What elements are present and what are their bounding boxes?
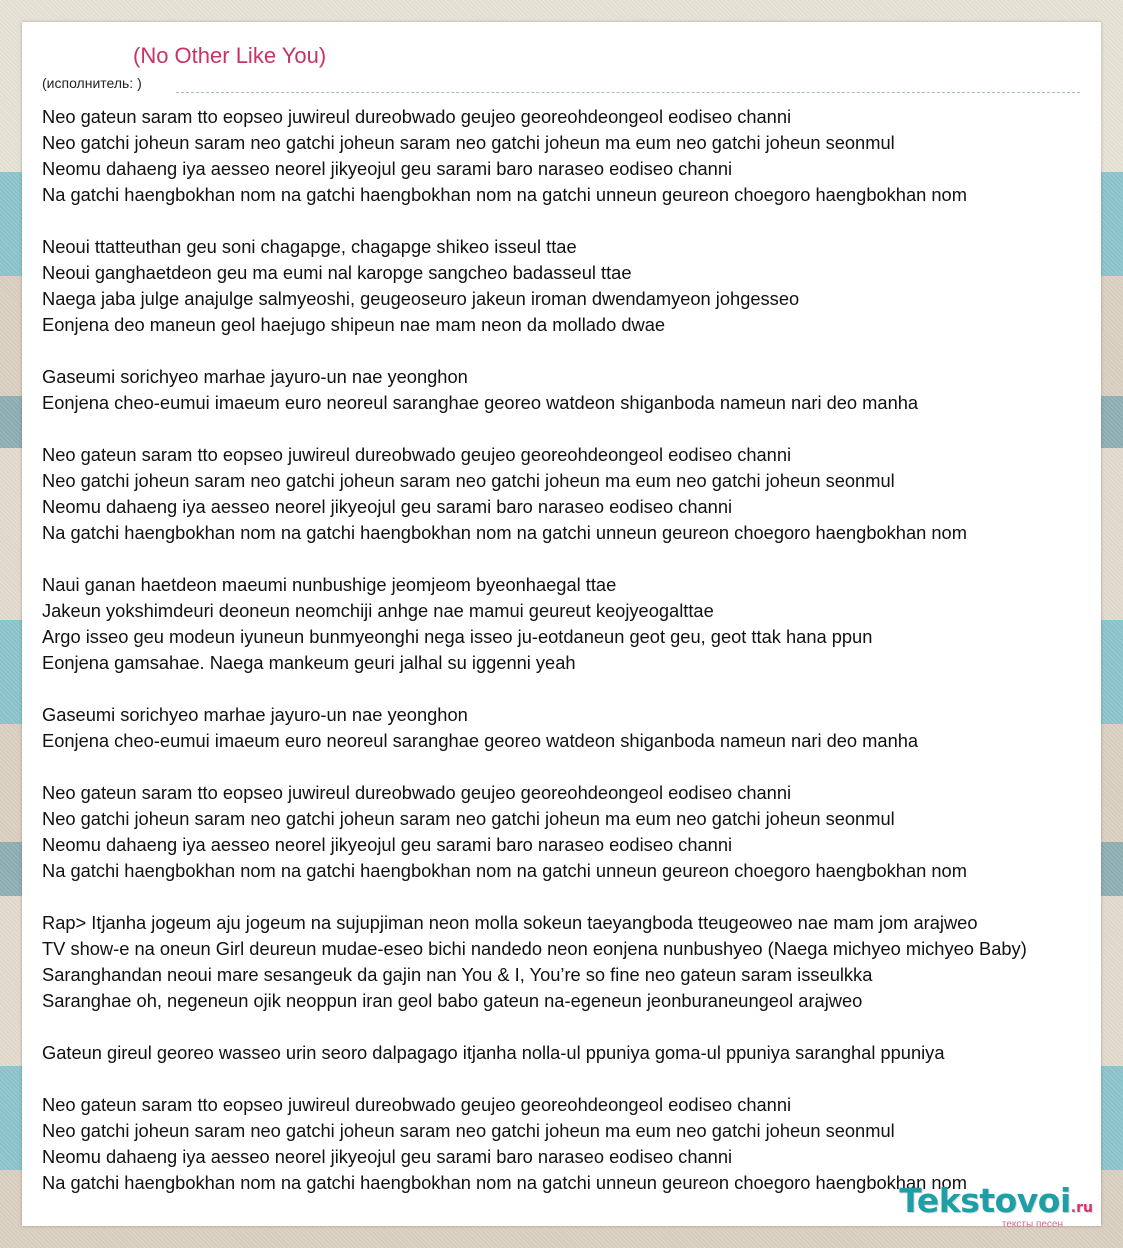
lyric-line: Neoui ganghaetdeon geu ma eumi nal karopge sangcheo badasseul ttae [42,262,632,283]
stanza-break [42,1014,1120,1040]
lyric-line: Saranghandan neoui mare sesangeuk da gajin nan You & I, You’re so fine neo gateun saram isseulkka [42,964,873,985]
lyric-line: Neo gatchi joheun saram neo gatchi joheun saram neo gatchi joheun ma eum neo gatchi joheun seonmul [42,132,895,153]
lyric-line: Neo gatchi joheun saram neo gatchi joheun saram neo gatchi joheun ma eum neo gatchi joheun seonmul [42,1120,895,1141]
stanza-break [42,416,1120,442]
stanza-break [42,676,1120,702]
lyric-line: Na gatchi haengbokhan nom na gatchi haengbokhan nom na gatchi unneun geureon choegoro haengbokhan nom [42,522,967,543]
lyric-line: Eonjena cheo-eumui imaeum euro neoreul saranghae georeo watdeon shiganboda nameun nari deo manha [42,392,919,413]
stanza-break [42,338,1120,364]
site-logo[interactable] [899,1181,1093,1230]
lyric-line: Gateun gireul georeo wasseo urin seoro dalpagago itjanha nolla-ul ppuniya goma-ul ppuniya saranghal ppuniya [42,1042,945,1063]
lyric-line: Neomu dahaeng iya aesseo neorel jikyeojul geu sarami baro naraseo eodiseo channi [42,834,733,855]
logo-name: Tekstovoi [899,1181,1071,1220]
lyric-line: Argo isseo geu modeun iyuneun bunmyeonghi nega isseo ju-eotdaneun geot geu, geot ttak hana ppun [42,626,873,647]
lyric-line: Neomu dahaeng iya aesseo neorel jikyeojul geu sarami baro naraseo eodiseo channi [42,1146,733,1167]
lyric-line: Gaseumi sorichyeo marhae jayuro-un nae yeonghon [42,704,468,725]
lyric-line: Neo gateun saram tto eopseo juwireul dureobwado geujeo georeohdeongeol eodiseo channi [42,106,792,127]
lyric-line: Naui ganan haetdeon maeumi nunbushige jeomjeom byeonhaegal ttae [42,574,617,595]
stanza-break [42,546,1120,572]
lyric-line: TV show-e na oneun Girl deureun mudae-eseo bichi nandedo neon eonjena nunbushyeo (Naega michyeo michyeo Baby) [42,938,1027,959]
lyric-line: Na gatchi haengbokhan nom na gatchi haengbokhan nom na gatchi unneun geureon choegoro haengbokhan nom [42,184,967,205]
song-title: (No Other Like You) [133,43,327,68]
stanza-break [42,208,1120,234]
lyric-line: Naega jaba julge anajulge salmyeoshi, geugeoseuro jakeun iroman dwendamyeon johgesseo [42,288,800,309]
lyric-line: Neomu dahaeng iya aesseo neorel jikyeojul geu sarami baro naraseo eodiseo channi [42,158,733,179]
lyric-line: Neo gatchi joheun saram neo gatchi joheun saram neo gatchi joheun ma eum neo gatchi joheun seonmul [42,808,895,829]
logo-tld: .ru [1070,1200,1093,1216]
logo-wordmark [899,1181,1093,1225]
lyric-line: Saranghae oh, negeneun ojik neoppun iran geol babo gateun na-egeneun jeonburaneungeol arajweo [42,990,863,1011]
lyric-line: Neoui ttatteuthan geu soni chagapge, chagapge shikeo isseul ttae [42,236,577,257]
lyric-line: Neomu dahaeng iya aesseo neorel jikyeojul geu sarami baro naraseo eodiseo channi [42,496,733,517]
lyric-line: Na gatchi haengbokhan nom na gatchi haengbokhan nom na gatchi unneun geureon choegoro haengbokhan nom [42,1172,967,1193]
lyric-line: Neo gateun saram tto eopseo juwireul dureobwado geujeo georeohdeongeol eodiseo channi [42,444,792,465]
lyrics-body [42,104,1120,1196]
lyric-line: Neo gatchi joheun saram neo gatchi joheun saram neo gatchi joheun ma eum neo gatchi joheun seonmul [42,470,895,491]
lyric-line: Gaseumi sorichyeo marhae jayuro-un nae yeonghon [42,366,468,387]
lyric-line: Jakeun yokshimdeuri deoneun neomchiji anhge nae mamui geureut keojyeogalttae [42,600,714,621]
stanza-break [42,884,1120,910]
logo-tagline: тексты песен [1001,1219,1063,1230]
lyric-line: Neo gateun saram tto eopseo juwireul dureobwado geujeo georeohdeongeol eodiseo channi [42,782,792,803]
header-divider [176,92,1080,93]
lyric-line: Eonjena deo maneun geol haejugo shipeun nae mam neon da mollado dwae [42,314,666,335]
stanza-break [42,1066,1120,1092]
lyric-line: Neo gateun saram tto eopseo juwireul dureobwado geujeo georeohdeongeol eodiseo channi [42,1094,792,1115]
lyric-line: Eonjena gamsahae. Naega mankeum geuri jalhal su iggenni yeah [42,652,576,673]
lyric-line: Na gatchi haengbokhan nom na gatchi haengbokhan nom na gatchi unneun geureon choegoro haengbokhan nom [42,860,967,881]
stanza-break [42,754,1120,780]
artist-line: (исполнитель: ) [42,75,142,91]
lyric-line: Rap> Itjanha jogeum aju jogeum na sujupjiman neon molla sokeun taeyangboda tteugeoweo nae mam jom arajweo [42,912,978,933]
lyric-line: Eonjena cheo-eumui imaeum euro neoreul saranghae georeo watdeon shiganboda nameun nari deo manha [42,730,919,751]
